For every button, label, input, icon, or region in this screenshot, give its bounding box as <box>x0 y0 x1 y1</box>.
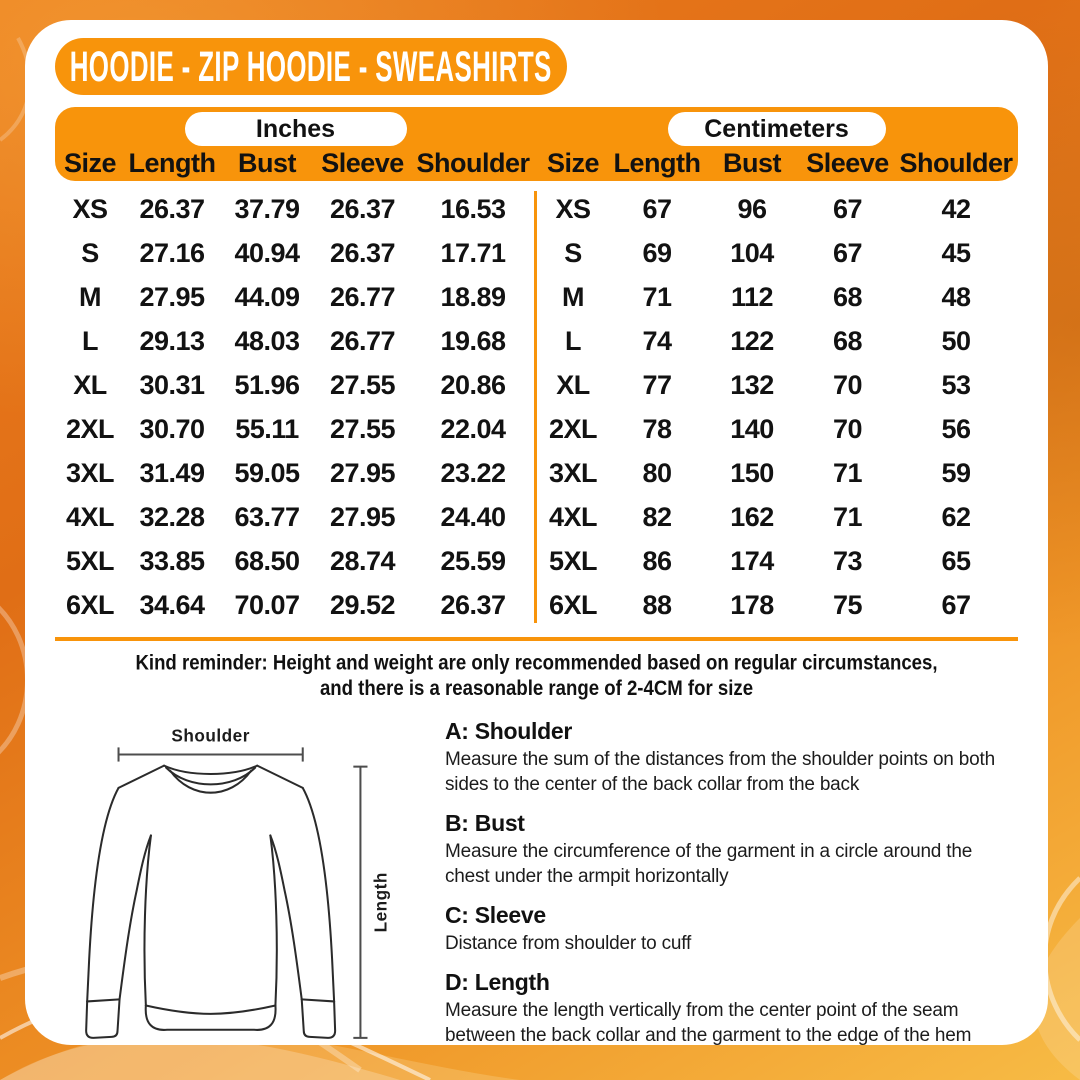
value-cell: 37.79 <box>234 193 300 224</box>
value-cell: 96 <box>737 193 767 224</box>
column-header-bust: Bust <box>723 148 781 178</box>
value-cell: 26.77 <box>329 325 396 356</box>
length-measure-label: Length <box>370 872 391 933</box>
value-cell: 26.37 <box>139 193 205 224</box>
size-cell: 5XL <box>65 545 115 576</box>
column-header-size: Size <box>63 148 117 178</box>
value-cell: 28.74 <box>329 545 396 576</box>
value-cell: 59 <box>941 457 971 488</box>
column-header-sleeve: Sleeve <box>806 148 889 178</box>
size-cell: 6XL <box>548 589 598 620</box>
guide-heading: A: Shoulder <box>445 718 573 744</box>
size-cell: 2XL <box>548 413 598 444</box>
value-cell: 78 <box>642 413 672 444</box>
size-cell: L <box>565 325 581 356</box>
size-cell: XS <box>72 193 108 224</box>
value-cell: 27.95 <box>139 281 205 312</box>
sweatshirt-diagram <box>65 714 417 1045</box>
value-cell: 17.71 <box>440 237 506 268</box>
value-cell: 16.53 <box>440 193 506 224</box>
value-cell: 32.28 <box>139 501 205 532</box>
size-cell: 4XL <box>65 501 115 532</box>
value-cell: 51.96 <box>234 369 300 400</box>
table-divider <box>534 191 537 623</box>
centimeters-label: Centimeters <box>704 114 849 143</box>
value-cell: 26.37 <box>440 589 506 620</box>
value-cell: 82 <box>642 501 672 532</box>
value-cell: 71 <box>642 281 672 312</box>
value-cell: 40.94 <box>234 237 300 268</box>
value-cell: 63.77 <box>234 501 300 532</box>
value-cell: 33.85 <box>139 545 205 576</box>
guide-body: Measure the length vertically from the center point of the seam between the back collar and the garment to the edge of the hem <box>445 1000 972 1045</box>
value-cell: 68 <box>832 325 863 356</box>
size-cell: L <box>82 325 98 356</box>
value-cell: 70 <box>832 413 863 444</box>
centimeters-pill <box>668 112 886 146</box>
guide-heading: B: Bust <box>445 810 525 836</box>
size-cell: 2XL <box>65 413 115 444</box>
value-cell: 70 <box>832 369 863 400</box>
value-cell: 29.52 <box>329 589 396 620</box>
guide-body: Measure the circumference of the garment in a circle around the chest under the armpit horizontally <box>445 841 973 887</box>
unit-pills-row <box>55 112 1018 146</box>
value-cell: 104 <box>730 237 774 268</box>
value-cell: 56 <box>941 413 971 444</box>
value-cell: 178 <box>730 589 774 620</box>
guide-body: Distance from shoulder to cuff <box>445 933 692 954</box>
content-card <box>25 20 1048 1045</box>
size-cell: M <box>562 281 584 312</box>
value-cell: 67 <box>832 193 863 224</box>
value-cell: 31.49 <box>139 457 205 488</box>
size-cell: S <box>81 237 99 268</box>
value-cell: 59.05 <box>234 457 300 488</box>
table-header <box>55 107 1018 181</box>
guide-heading: C: Sleeve <box>445 902 546 928</box>
title-banner <box>55 38 567 95</box>
size-cell: M <box>79 281 101 312</box>
value-cell: 77 <box>642 369 672 400</box>
shoulder-measure-label: Shoulder <box>171 725 250 746</box>
size-cell: 3XL <box>65 457 115 488</box>
value-cell: 48.03 <box>234 325 300 356</box>
guide-item <box>445 969 1005 1045</box>
inches-pill <box>185 112 407 146</box>
value-cell: 34.64 <box>139 589 205 620</box>
guide-item <box>445 718 1005 797</box>
guide-heading: D: Length <box>445 969 550 995</box>
value-cell: 50 <box>941 325 971 356</box>
measuring-section <box>65 714 1020 1045</box>
value-cell: 75 <box>832 589 863 620</box>
column-headers-row <box>55 148 1018 179</box>
column-header-size: Size <box>546 148 600 178</box>
bottom-rule <box>55 637 1018 641</box>
value-cell: 150 <box>730 457 774 488</box>
value-cell: 53 <box>941 369 971 400</box>
value-cell: 24.40 <box>440 501 506 532</box>
value-cell: 25.59 <box>440 545 506 576</box>
value-cell: 132 <box>730 369 774 400</box>
column-header-length: Length <box>128 148 216 178</box>
kind-reminder <box>61 651 1012 702</box>
size-cell: 4XL <box>548 501 598 532</box>
value-cell: 48 <box>941 281 971 312</box>
value-cell: 67 <box>832 237 863 268</box>
value-cell: 174 <box>730 545 774 576</box>
value-cell: 67 <box>642 193 672 224</box>
value-cell: 122 <box>730 325 774 356</box>
value-cell: 22.04 <box>440 413 506 444</box>
value-cell: 68 <box>832 281 863 312</box>
sweatshirt-outline <box>86 766 335 1038</box>
page-title: HOODIE - ZIP HOODIE - SWEASHIRTS <box>70 41 552 91</box>
column-header-shoulder: Shoulder <box>899 148 1013 178</box>
value-cell: 140 <box>730 413 774 444</box>
value-cell: 30.70 <box>139 413 205 444</box>
value-cell: 74 <box>642 325 672 356</box>
value-cell: 112 <box>730 281 774 312</box>
value-cell: 30.31 <box>139 369 205 400</box>
column-headers-cm <box>536 148 1017 179</box>
value-cell: 23.22 <box>440 457 506 488</box>
value-cell: 18.89 <box>440 281 506 312</box>
guide-item <box>445 810 1005 889</box>
value-cell: 73 <box>832 545 863 576</box>
value-cell: 67 <box>941 589 971 620</box>
guide-body: Measure the sum of the distances from the shoulder points on both sides to the center of the back collar from the back <box>445 749 995 795</box>
column-header-bust: Bust <box>238 148 296 178</box>
value-cell: 86 <box>642 545 672 576</box>
reminder-line-1: Kind reminder: Height and weight are only recommended based on regular circumstances, <box>135 651 938 675</box>
size-cell: XS <box>555 193 591 224</box>
column-headers-inches <box>55 148 536 179</box>
size-cell: 5XL <box>548 545 598 576</box>
value-cell: 20.86 <box>440 369 506 400</box>
measure-guide <box>445 714 1005 1045</box>
value-cell: 26.37 <box>329 193 396 224</box>
size-cell: 6XL <box>65 589 115 620</box>
size-cell: 3XL <box>548 457 598 488</box>
value-cell: 29.13 <box>139 325 205 356</box>
value-cell: 69 <box>642 237 672 268</box>
value-cell: 26.77 <box>329 281 396 312</box>
value-cell: 88 <box>642 589 672 620</box>
guide-item <box>445 902 1005 956</box>
column-header-sleeve: Sleeve <box>321 148 404 178</box>
value-cell: 27.95 <box>329 457 396 488</box>
value-cell: 19.68 <box>440 325 506 356</box>
value-cell: 162 <box>730 501 774 532</box>
reminder-line-2: and there is a reasonable range of 2-4CM for size <box>319 677 754 701</box>
value-cell: 80 <box>642 457 672 488</box>
value-cell: 71 <box>832 501 863 532</box>
value-cell: 62 <box>941 501 971 532</box>
table-body <box>55 187 1018 627</box>
value-cell: 55.11 <box>235 413 299 444</box>
size-cell: XL <box>73 369 107 400</box>
value-cell: 70.07 <box>234 589 300 620</box>
size-cell: S <box>564 237 582 268</box>
value-cell: 26.37 <box>329 237 396 268</box>
inches-label: Inches <box>255 114 336 143</box>
value-cell: 27.95 <box>329 501 396 532</box>
value-cell: 71 <box>832 457 863 488</box>
value-cell: 44.09 <box>234 281 300 312</box>
value-cell: 27.55 <box>329 413 396 444</box>
value-cell: 45 <box>941 237 971 268</box>
value-cell: 27.16 <box>139 237 205 268</box>
column-header-length: Length <box>613 148 701 178</box>
value-cell: 68.50 <box>234 545 300 576</box>
column-header-shoulder: Shoulder <box>416 148 530 178</box>
value-cell: 65 <box>941 545 971 576</box>
value-cell: 27.55 <box>329 369 396 400</box>
value-cell: 42 <box>941 193 971 224</box>
size-cell: XL <box>556 369 590 400</box>
